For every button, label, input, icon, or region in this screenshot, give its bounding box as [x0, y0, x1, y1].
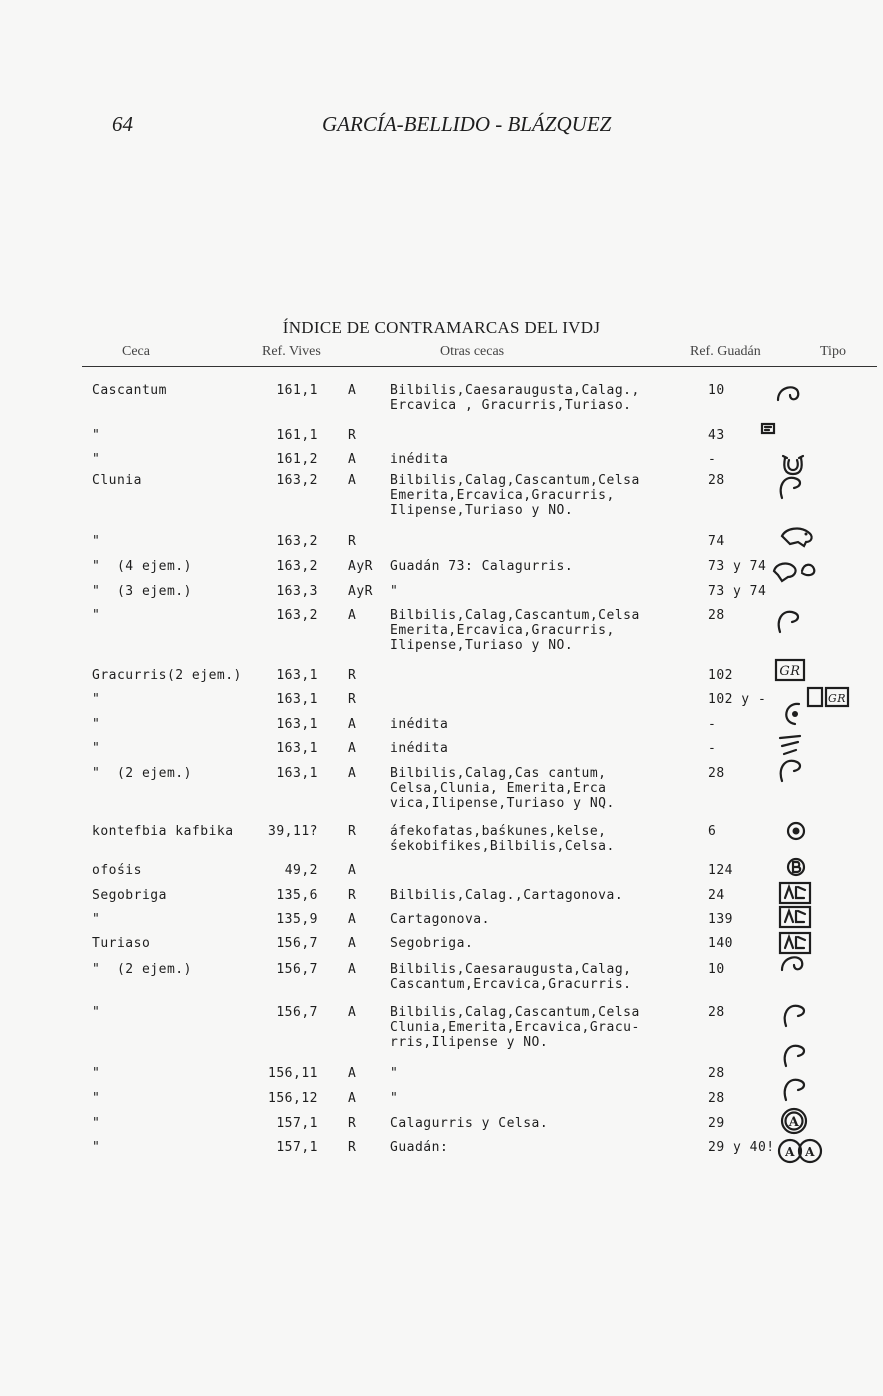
countermark-c-dot-icon: [773, 698, 813, 732]
countermark-hook-icon: [772, 755, 812, 789]
page-number: 64: [112, 112, 133, 136]
cell-ceca: ": [92, 912, 101, 927]
cell-ref: 156,7: [276, 936, 318, 951]
cell-guadan: -: [708, 452, 717, 467]
cell-guadan: 29: [708, 1116, 725, 1131]
countermark-curl-icon: [770, 380, 810, 414]
cell-ref: 156,7: [276, 962, 318, 977]
page-header: [0, 112, 883, 142]
cell-otras: Segobriga.: [390, 936, 474, 951]
column-header-ref-vives: Ref. Vives: [262, 344, 321, 359]
cell-ref: 163,2: [276, 559, 318, 574]
cell-met: R: [348, 1140, 357, 1155]
cell-otras: áfekofatas,baśkunes,kelse, śekobifikes,Bilbilis,Celsa.: [390, 824, 615, 854]
running-title: GARCÍA-BELLIDO - BLÁZQUEZ: [322, 112, 612, 136]
cell-met: A: [348, 936, 357, 951]
countermark-hook-icon: [770, 606, 810, 640]
cell-ref: 163,1: [276, 668, 318, 683]
svg-text:A: A: [785, 1145, 795, 1159]
cell-ceca: Cascantum: [92, 383, 167, 398]
cell-met: A: [348, 912, 357, 927]
cell-ref: 156,12: [268, 1091, 318, 1106]
countermark-curl-icon: [774, 950, 814, 984]
cell-ceca: ": [92, 717, 101, 732]
countermark-hook-icon: [776, 1074, 816, 1108]
cell-ref: 157,1: [276, 1116, 318, 1131]
cell-ceca: ": [92, 1091, 101, 1106]
countermark-hook-icon: [776, 1040, 816, 1074]
cell-guadan: 139: [708, 912, 733, 927]
cell-ref: 156,7: [276, 1005, 318, 1020]
cell-ref: 135,9: [276, 912, 318, 927]
cell-ceca: ": [92, 428, 101, 443]
cell-met: R: [348, 534, 357, 549]
cell-guadan: 10: [708, 962, 725, 977]
cell-otras: inédita: [390, 717, 449, 732]
column-header-ceca: Ceca: [122, 344, 150, 359]
cell-ref: 163,2: [276, 534, 318, 549]
column-header-otras-cecas: Otras cecas: [440, 344, 505, 359]
cell-met: A: [348, 863, 357, 878]
cell-otras: Guadán:: [390, 1140, 449, 1155]
cell-guadan: 73 y 74: [708, 559, 767, 574]
cell-ceca: " (2 ejem.): [92, 766, 192, 781]
cell-ref: 161,1: [276, 383, 318, 398]
cell-otras: Bilbilis,Calag,Cascantum,Celsa Clunia,Emerita,Ercavica,Gracu- rris,Ilipense y NO.: [390, 1005, 640, 1050]
cell-ceca: ": [92, 608, 101, 623]
cell-ceca: ": [92, 741, 101, 756]
cell-otras: Bilbilis,Calag.,Cartagonova.: [390, 888, 624, 903]
cell-met: A: [348, 1091, 357, 1106]
cell-ref: 163,2: [276, 473, 318, 488]
cell-met: A: [348, 608, 357, 623]
countermark-a-circle-icon: [774, 1106, 814, 1140]
cell-met: AyR: [348, 559, 373, 574]
cell-guadan: 140: [708, 936, 733, 951]
cell-met: AyR: [348, 584, 373, 599]
cell-ref: 163,1: [276, 692, 318, 707]
countermark-animal-icon: [778, 522, 818, 556]
cell-ceca: ": [92, 1066, 101, 1081]
cell-otras: ": [390, 1066, 399, 1081]
cell-otras: Bilbilis,Caesaraugusta,Calag, Cascantum,Ercavica,Gracurris.: [390, 962, 632, 992]
svg-text:GR: GR: [779, 664, 801, 679]
cell-met: A: [348, 962, 357, 977]
cell-otras: ": [390, 584, 399, 599]
cell-ceca: Turiaso: [92, 936, 151, 951]
cell-ceca: " (3 ejem.): [92, 584, 192, 599]
cell-otras: Bilbilis,Calag,Cascantum,Celsa Emerita,Ercavica,Gracurris, Ilipense,Turiaso y NO.: [390, 473, 640, 518]
cell-otras: Bilbilis,Calag,Cas cantum, Celsa,Clunia, Emerita,Erca vica,Ilipense,Turiaso y NQ.: [390, 766, 615, 811]
cell-ceca: ": [92, 452, 101, 467]
cell-guadan: 28: [708, 473, 725, 488]
cell-met: A: [348, 741, 357, 756]
cell-guadan: 28: [708, 766, 725, 781]
cell-ref: 163,1: [276, 741, 318, 756]
cell-guadan: 73 y 74: [708, 584, 767, 599]
cell-met: A: [348, 473, 357, 488]
cell-ref: 49,2: [284, 863, 318, 878]
cell-ref: 163,3: [276, 584, 318, 599]
countermark-circle-dot-icon: [776, 816, 816, 850]
countermark-hook-icon: [772, 472, 812, 506]
cell-met: A: [348, 766, 357, 781]
cell-guadan: 28: [708, 1066, 725, 1081]
column-header-ref-guadan: Ref. Guadán: [690, 344, 761, 359]
cell-ceca: ": [92, 692, 101, 707]
cell-otras: Cartagonova.: [390, 912, 490, 927]
cell-ceca: ": [92, 1116, 101, 1131]
cell-met: R: [348, 428, 357, 443]
cell-ref: 156,11: [268, 1066, 318, 1081]
cell-met: R: [348, 824, 357, 839]
cell-otras: ": [390, 1091, 399, 1106]
svg-text:A: A: [788, 1115, 800, 1130]
cell-ref: 163,1: [276, 717, 318, 732]
cell-otras: inédita: [390, 452, 449, 467]
cell-ref: 157,1: [276, 1140, 318, 1155]
cell-guadan: 29 y 40!: [708, 1140, 775, 1155]
column-header-tipo: Tipo: [820, 344, 846, 359]
cell-met: R: [348, 668, 357, 683]
cell-met: R: [348, 1116, 357, 1131]
cell-met: A: [348, 1005, 357, 1020]
countermark-animal-pair-icon: [772, 555, 812, 589]
cell-ceca: Segobriga: [92, 888, 167, 903]
cell-guadan: 24: [708, 888, 725, 903]
cell-guadan: 28: [708, 608, 725, 623]
cell-ceca: Clunia: [92, 473, 142, 488]
cell-ref: 163,1: [276, 766, 318, 781]
cell-otras: Guadán 73: Calagurris.: [390, 559, 574, 574]
svg-text:GR: GR: [827, 692, 847, 705]
cell-ref: 163,2: [276, 608, 318, 623]
cell-ceca: ofośis: [92, 863, 142, 878]
cell-ref: 161,1: [276, 428, 318, 443]
cell-guadan: 74: [708, 534, 725, 549]
cell-ceca: Gracurris(2 ejem.): [92, 668, 242, 683]
cell-met: R: [348, 888, 357, 903]
cell-guadan: 102 y -: [708, 692, 767, 707]
cell-otras: Calagurris y Celsa.: [390, 1116, 549, 1131]
table-title: ÍNDICE DE CONTRAMARCAS DEL IVDJ: [282, 318, 601, 337]
cell-guadan: -: [708, 741, 717, 756]
countermark-gr-pair-icon: [808, 684, 848, 718]
cell-guadan: 43: [708, 428, 725, 443]
cell-ref: 135,6: [276, 888, 318, 903]
cell-met: A: [348, 717, 357, 732]
cell-guadan: -: [708, 717, 717, 732]
cell-ceca: kontefbia kafbika: [92, 824, 234, 839]
cell-guadan: 28: [708, 1091, 725, 1106]
cell-otras: Bilbilis,Calag,Cascantum,Celsa Emerita,Ercavica,Gracurris, Ilipense,Turiaso y NO.: [390, 608, 640, 653]
cell-met: A: [348, 1066, 357, 1081]
cell-ceca: ": [92, 1005, 101, 1020]
svg-text:A: A: [805, 1145, 815, 1159]
cell-ref: 161,2: [276, 452, 318, 467]
cell-otras: Bilbilis,Caesaraugusta,Calag., Ercavica , Gracurris,Turiaso.: [390, 383, 640, 413]
cell-ceca: ": [92, 534, 101, 549]
header-rule: [82, 366, 877, 367]
cell-ceca: " (4 ejem.): [92, 559, 192, 574]
countermark-a-circle-pair-icon: [778, 1136, 818, 1170]
cell-guadan: 124: [708, 863, 733, 878]
countermark-gr-icon: [770, 656, 810, 690]
cell-met: A: [348, 383, 357, 398]
cell-ceca: ": [92, 1140, 101, 1155]
cell-otras: inédita: [390, 741, 449, 756]
cell-guadan: 102: [708, 668, 733, 683]
cell-ceca: " (2 ejem.): [92, 962, 192, 977]
cell-ref: 39,11?: [268, 824, 318, 839]
cell-met: R: [348, 692, 357, 707]
countermark-hook-icon: [776, 1000, 816, 1034]
cell-guadan: 10: [708, 383, 725, 398]
cell-guadan: 6: [708, 824, 717, 839]
cell-guadan: 28: [708, 1005, 725, 1020]
cell-met: A: [348, 452, 357, 467]
